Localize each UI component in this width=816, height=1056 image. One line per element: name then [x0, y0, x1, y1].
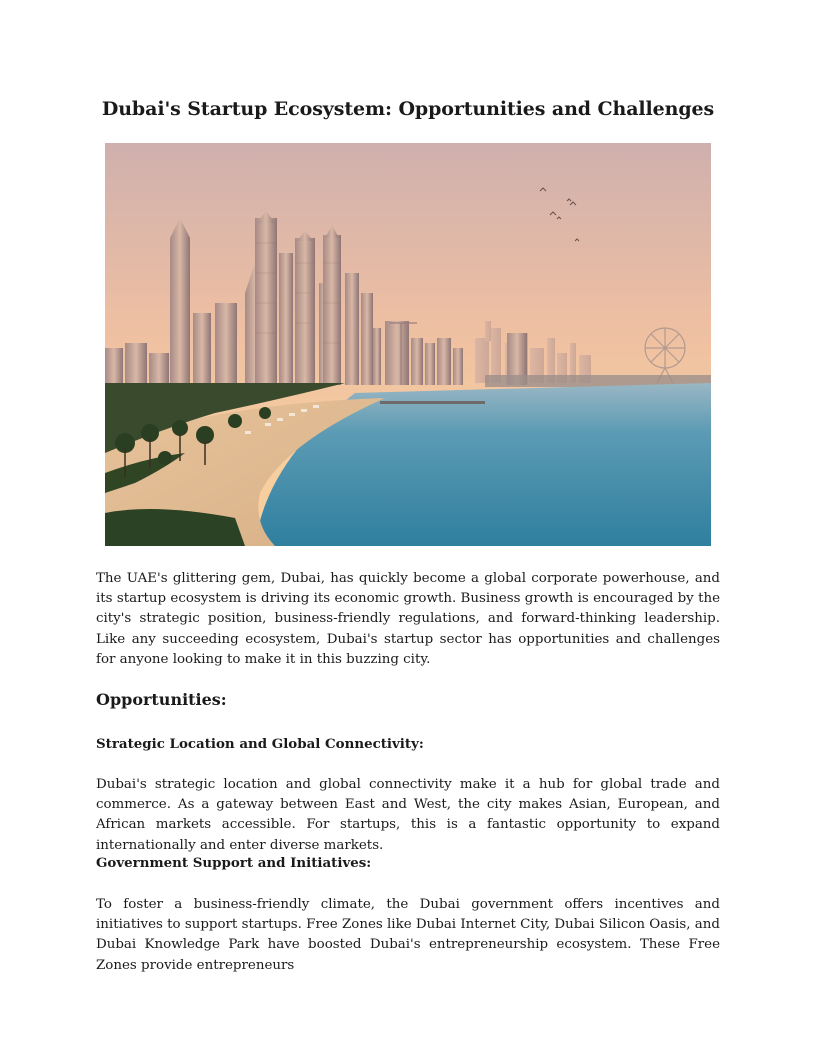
hero-image	[105, 143, 711, 546]
subsection-heading-strategic-location: Strategic Location and Global Connectivity:	[96, 736, 424, 752]
page-title: Dubai's Startup Ecosystem: Opportunities and Challenges	[101, 98, 715, 120]
section-heading-opportunities: Opportunities:	[96, 690, 227, 709]
paragraph-strategic-location: Dubai's strategic location and global connectivity make it a hub for global trade and commerce. As a gateway between East and West, the city makes Asian, European, and African markets accessible. For startups, this is a fantastic opportunity to expand internationally and enter diverse markets.	[96, 777, 720, 853]
subsection-heading-government-support: Government Support and Initiatives:	[96, 855, 372, 871]
intro-paragraph: The UAE's glittering gem, Dubai, has quickly become a global corporate powerhouse, and its startup ecosystem is driving its economic growth. Business growth is encouraged by the city's strategic position, business-friendly regulations, and forward-thinking leadership. Like any succeeding ecosystem, Dubai's startup sector has opportunities and challenges for anyone looking to make it in this buzzing city.	[96, 571, 720, 667]
paragraph-government-support: To foster a business-friendly climate, the Dubai government offers incentives and initiatives to support startups. Free Zones like Dubai Internet City, Dubai Silicon Oasis, and Dubai Knowledge Park have boosted Dubai's entrepreneurship ecosystem. These Free Zones provide entrepreneurs	[96, 897, 720, 973]
dubai-skyline-photo-icon	[105, 143, 711, 546]
